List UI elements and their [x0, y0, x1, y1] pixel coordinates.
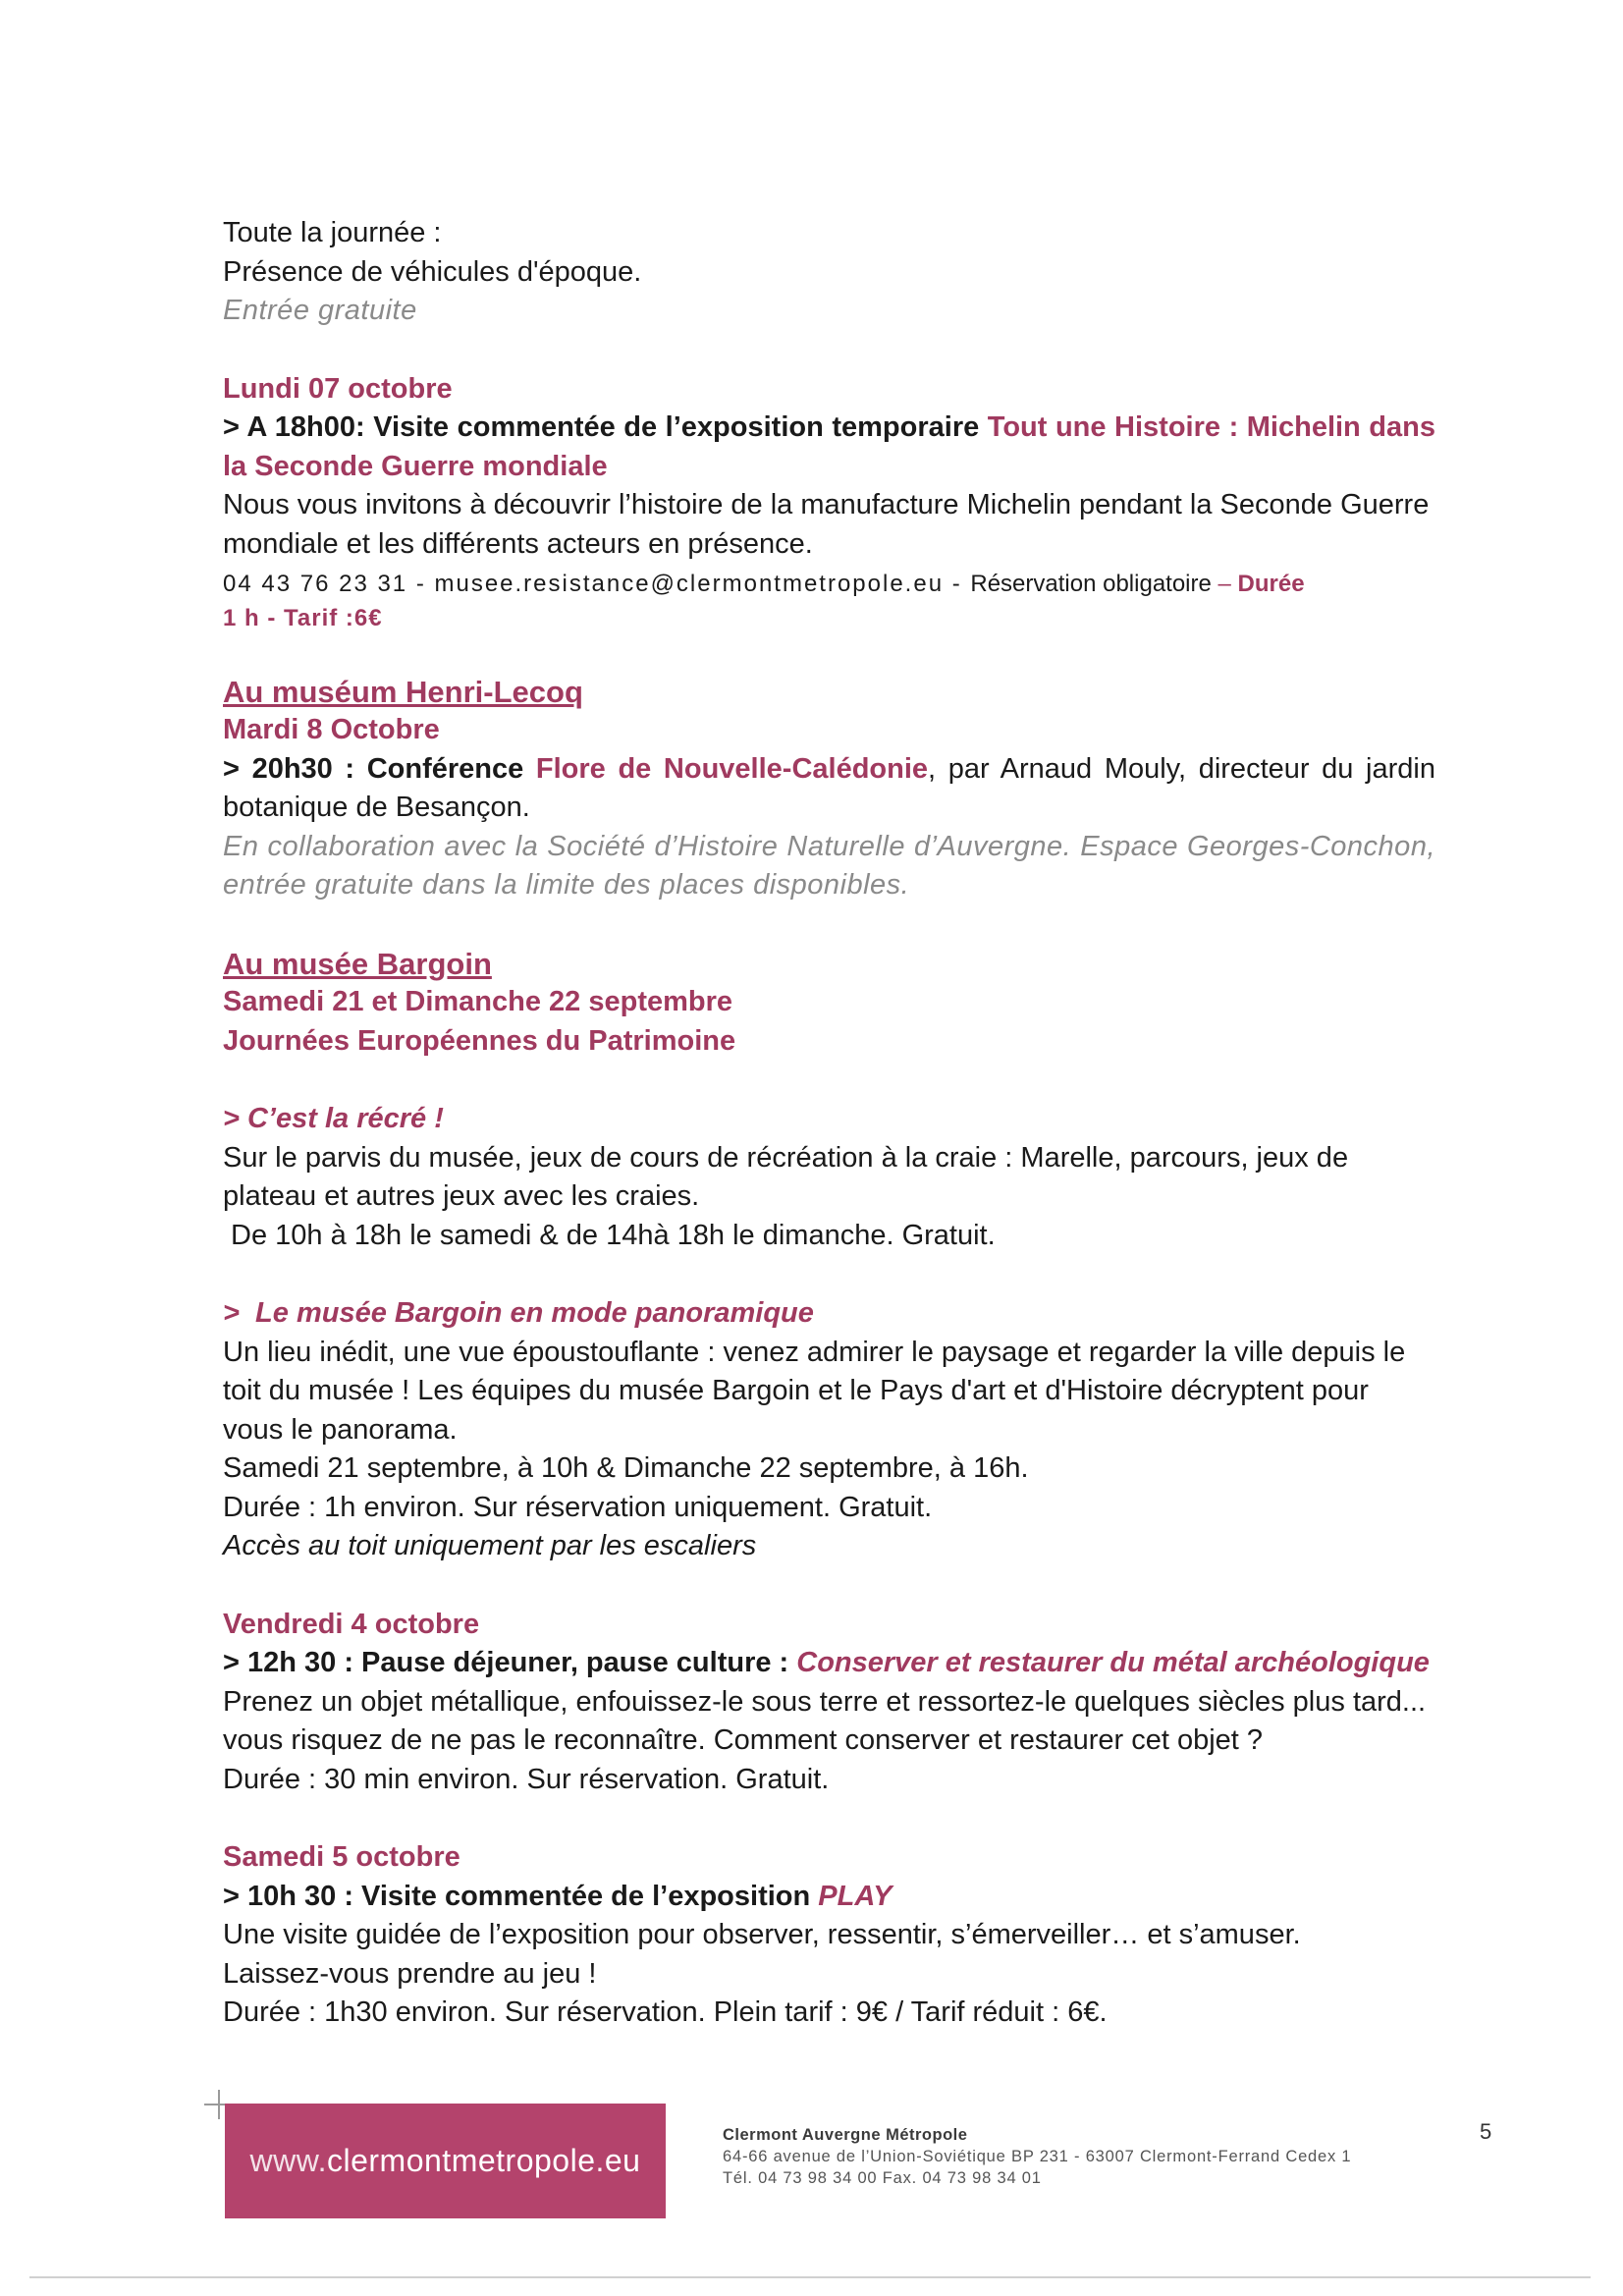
intro-line-1: Toute la journée : — [223, 217, 442, 248]
page-number: 5 — [1480, 2119, 1492, 2144]
samedi-date: Samedi 5 octobre — [223, 1841, 460, 1873]
recre-desc: Sur le parvis du musée, jeux de cours de récréation à la craie : Marelle, parcours, jeux de plateau et autres jeux avec les craies. — [223, 1141, 1349, 1212]
lundi-contact-text: 04 43 76 23 31 - musee.resistance@clermontmetropole.eu - — [223, 571, 971, 597]
footer-phone: Tél. 04 73 98 34 00 Fax. 04 73 98 34 01 — [723, 2169, 1042, 2187]
samedi-event — [223, 1878, 1435, 1917]
museum-event-suffix: , par Arnaud Mouly, directeur du jardin botanique de Besançon. — [223, 752, 1435, 823]
vendredi-event-title: Conserver et restaurer du métal archéologique — [796, 1647, 1430, 1678]
footer-address: 64-66 avenue de l’Union-Soviétique BP 231 - 63007 Clermont-Ferrand Cedex 1 — [723, 2148, 1352, 2165]
recre-hours: De 10h à 18h le samedi & de 14hà 18h le dimanche. Gratuit. — [231, 1219, 996, 1251]
footer-domain: clermontmetropole.eu — [326, 2143, 641, 2178]
page-content — [223, 214, 1435, 2033]
lundi-event-prefix: > A 18h00: Visite commentée de l’exposition temporaire — [223, 411, 988, 443]
vendredi-date: Vendredi 4 octobre — [223, 1608, 480, 1640]
museum-date: Mardi 8 Octobre — [223, 714, 440, 745]
bargoin-title: Au musée Bargoin — [223, 946, 492, 981]
lundi-event — [223, 409, 1435, 486]
museum-event-title: Flore de Nouvelle-Calédonie — [535, 752, 929, 785]
lundi-reservation: Réservation obligatoire — [970, 571, 1212, 597]
footer-website-banner[interactable] — [225, 2104, 666, 2218]
museum-note: En collaboration avec la Société d’Histoire Naturelle d’Auvergne. Espace Georges-Conchon, entrée gratuite dans la limite des places disponibles. — [223, 830, 1435, 901]
samedi-event-prefix: > 10h 30 : Visite commentée de l’exposition — [223, 1880, 819, 1912]
samedi-desc-1: Une visite guidée de l’exposition pour observer, ressentir, s’émerveiller… et s’amuser. — [223, 1919, 1301, 1950]
museum-title: Au muséum Henri-Lecoq — [223, 674, 583, 709]
panorama-access: Accès au toit uniquement par les escaliers — [223, 1530, 757, 1561]
intro-note: Entrée gratuite — [223, 295, 417, 326]
panorama-dates: Samedi 21 septembre, à 10h & Dimanche 22 septembre, à 16h. — [223, 1452, 1029, 1484]
bargoin-subtitle: Journées Européennes du Patrimoine — [223, 1024, 736, 1057]
vendredi-duration: Durée : 30 min environ. Sur réservation. Gratuit. — [223, 1763, 830, 1795]
vendredi-event-prefix: > 12h 30 : Pause déjeuner, pause culture : — [223, 1647, 797, 1678]
footer-www: www. — [249, 2143, 327, 2178]
lundi-tarif: 1 h - Tarif :6€ — [223, 604, 383, 631]
samedi-desc-2: Laissez-vous prendre au jeu ! — [223, 1957, 597, 1990]
recre-title: > C’est la récré ! — [223, 1103, 444, 1134]
panorama-duration: Durée : 1h environ. Sur réservation uniquement. Gratuit. — [223, 1491, 933, 1523]
bargoin-dates: Samedi 21 et Dimanche 22 septembre — [223, 986, 733, 1017]
footer-address-block — [723, 2124, 1351, 2189]
intro-line-2: Présence de véhicules d'époque. — [223, 255, 642, 288]
lundi-date: Lundi 07 octobre — [223, 372, 453, 405]
samedi-event-title: PLAY — [818, 1880, 893, 1912]
panorama-title: > Le musée Bargoin en mode panoramique — [223, 1297, 814, 1329]
vendredi-desc: Prenez un objet métallique, enfouissez-le sous terre et ressortez-le quelques siècles plus tard... vous risquez de ne pas le reconnaître. Comment conserver et restaurer cet objet ? — [223, 1685, 1427, 1756]
panorama-desc: Un lieu inédit, une vue époustouflante : venez admirer le paysage et regarder la ville depuis le toit du musée ! Les équipes du musée Bargoin et le Pays d'art et d'Histoire décryptent pour vous le panorama. — [223, 1336, 1406, 1446]
samedi-duration: Durée : 1h30 environ. Sur réservation. Plein tarif : 9€ / Tarif réduit : 6€. — [223, 1996, 1108, 2028]
museum-event-prefix: > 20h30 : Conférence — [223, 752, 536, 785]
lundi-description: Nous vous invitons à découvrir l’histoire de la manufacture Michelin pendant la Seconde Guerre mondiale et les différents acteurs en présence. — [223, 489, 1430, 560]
museum-event — [223, 750, 1435, 828]
lundi-duree: Durée — [1237, 571, 1305, 597]
lundi-dash: – — [1211, 571, 1238, 597]
lundi-event-title: Tout une Histoire : Michelin dans la Seconde Guerre mondiale — [223, 411, 1435, 482]
bottom-rule — [29, 2276, 1591, 2278]
vendredi-event — [223, 1644, 1435, 1683]
footer-org: Clermont Auvergne Métropole — [723, 2126, 968, 2144]
lundi-contact — [223, 564, 1435, 604]
